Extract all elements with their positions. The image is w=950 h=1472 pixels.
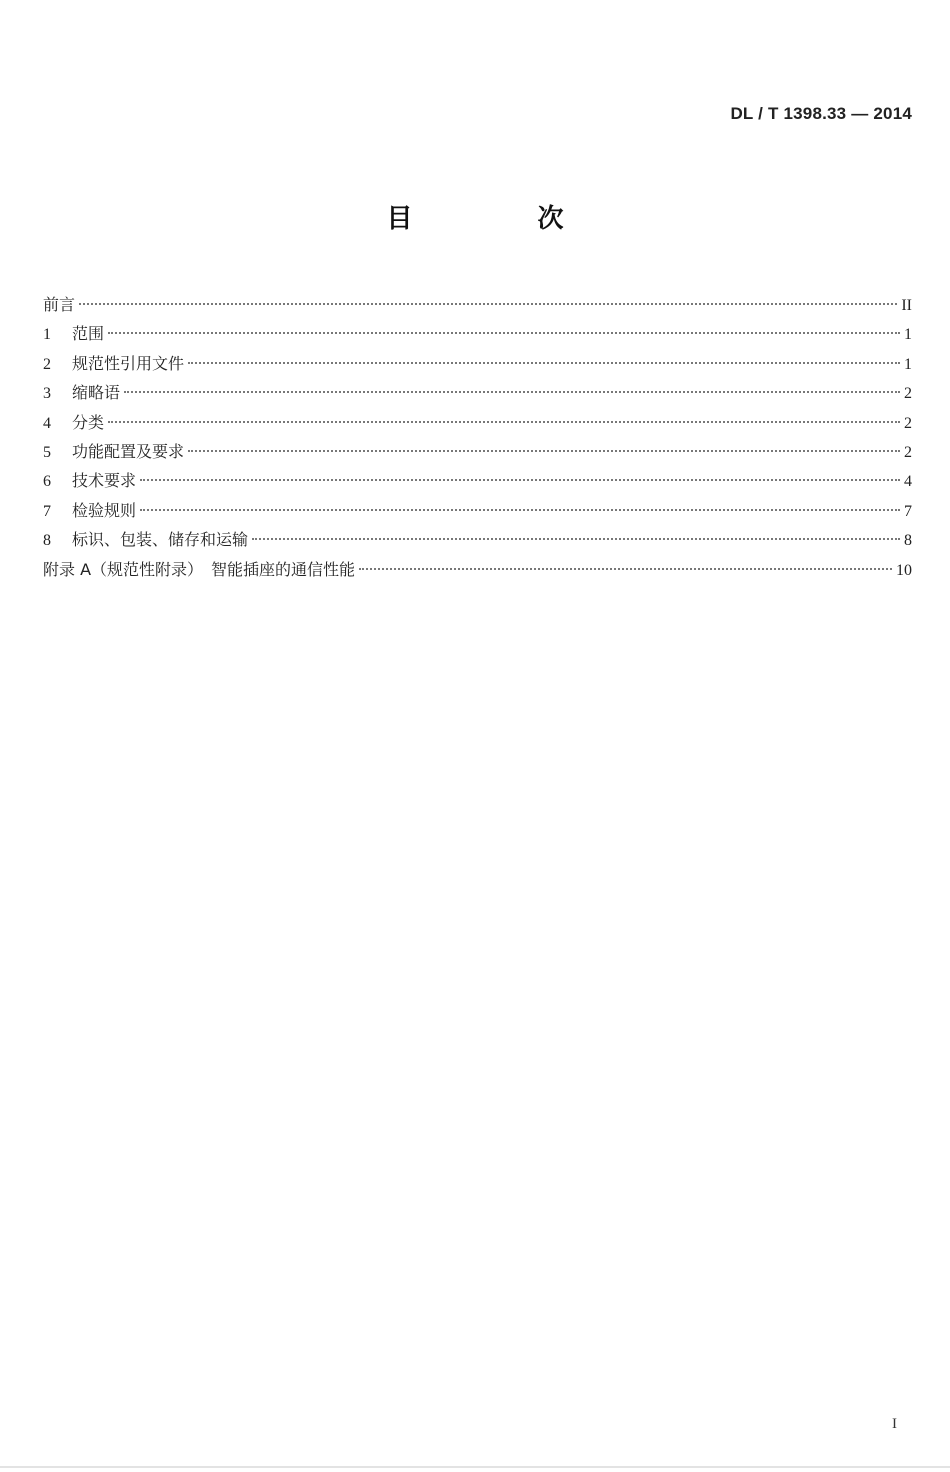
toc-entry-label: 范围 — [72, 324, 105, 344]
toc-entry-2[interactable] — [43, 349, 912, 378]
toc-entry-page: 1 — [904, 355, 912, 373]
table-of-contents — [43, 290, 912, 584]
toc-entry-label: 前言 — [43, 295, 76, 314]
toc-entry-1[interactable] — [43, 319, 912, 348]
toc-entry-3[interactable] — [43, 378, 912, 407]
toc-entry-8[interactable] — [43, 525, 912, 554]
toc-leader-dots — [79, 303, 897, 305]
toc-entry-number: 1 — [43, 326, 51, 344]
toc-leader-dots — [188, 450, 900, 452]
toc-entry-number: 6 — [43, 473, 51, 491]
page-number: I — [892, 1416, 897, 1432]
toc-entry-page: 2 — [904, 443, 912, 461]
toc-entry-number: 8 — [43, 532, 51, 550]
toc-leader-dots — [108, 332, 900, 334]
toc-entry-label: 技术要求 — [72, 471, 137, 491]
toc-entry-number: 2 — [43, 355, 51, 373]
toc-entry-number: 3 — [43, 385, 51, 403]
toc-entry-label: 缩略语 — [72, 383, 121, 403]
toc-entry-page: 2 — [904, 385, 912, 403]
toc-title: 目 次 — [386, 204, 622, 234]
toc-entry-number: 7 — [43, 502, 51, 520]
toc-entry-page: 7 — [904, 502, 912, 520]
toc-leader-dots — [188, 362, 900, 364]
toc-entry-number: 4 — [43, 414, 51, 432]
toc-entry-appendix-a[interactable] — [43, 555, 912, 584]
toc-entry-page: II — [901, 297, 912, 314]
toc-entry-foreword[interactable] — [43, 290, 912, 319]
toc-entry-7[interactable] — [43, 496, 912, 525]
toc-entry-6[interactable] — [43, 466, 912, 495]
toc-leader-dots — [252, 538, 900, 540]
page-bottom-edge — [0, 1466, 950, 1468]
toc-entry-label: 附录 A（规范性附录） 智能插座的通信性能 — [43, 559, 356, 579]
toc-entry-page: 10 — [896, 561, 912, 579]
toc-entry-page: 1 — [904, 326, 912, 344]
toc-leader-dots — [359, 568, 892, 570]
toc-entry-4[interactable] — [43, 408, 912, 437]
toc-entry-page: 4 — [904, 473, 912, 491]
toc-entry-label: 检验规则 — [72, 500, 137, 520]
standard-code: DL / T 1398.33 — 2014 — [730, 104, 912, 123]
toc-leader-dots — [124, 391, 900, 393]
toc-entry-5[interactable] — [43, 437, 912, 466]
toc-entry-label: 分类 — [72, 412, 105, 432]
toc-entry-number: 5 — [43, 443, 51, 461]
toc-leader-dots — [108, 421, 900, 423]
toc-leader-dots — [140, 479, 900, 481]
toc-leader-dots — [140, 509, 900, 511]
toc-entry-label: 功能配置及要求 — [72, 441, 185, 461]
toc-entry-page: 8 — [904, 532, 912, 550]
toc-entry-label: 规范性引用文件 — [72, 353, 185, 373]
toc-entry-label: 标识、包装、储存和运输 — [72, 530, 249, 550]
toc-entry-page: 2 — [904, 414, 912, 432]
